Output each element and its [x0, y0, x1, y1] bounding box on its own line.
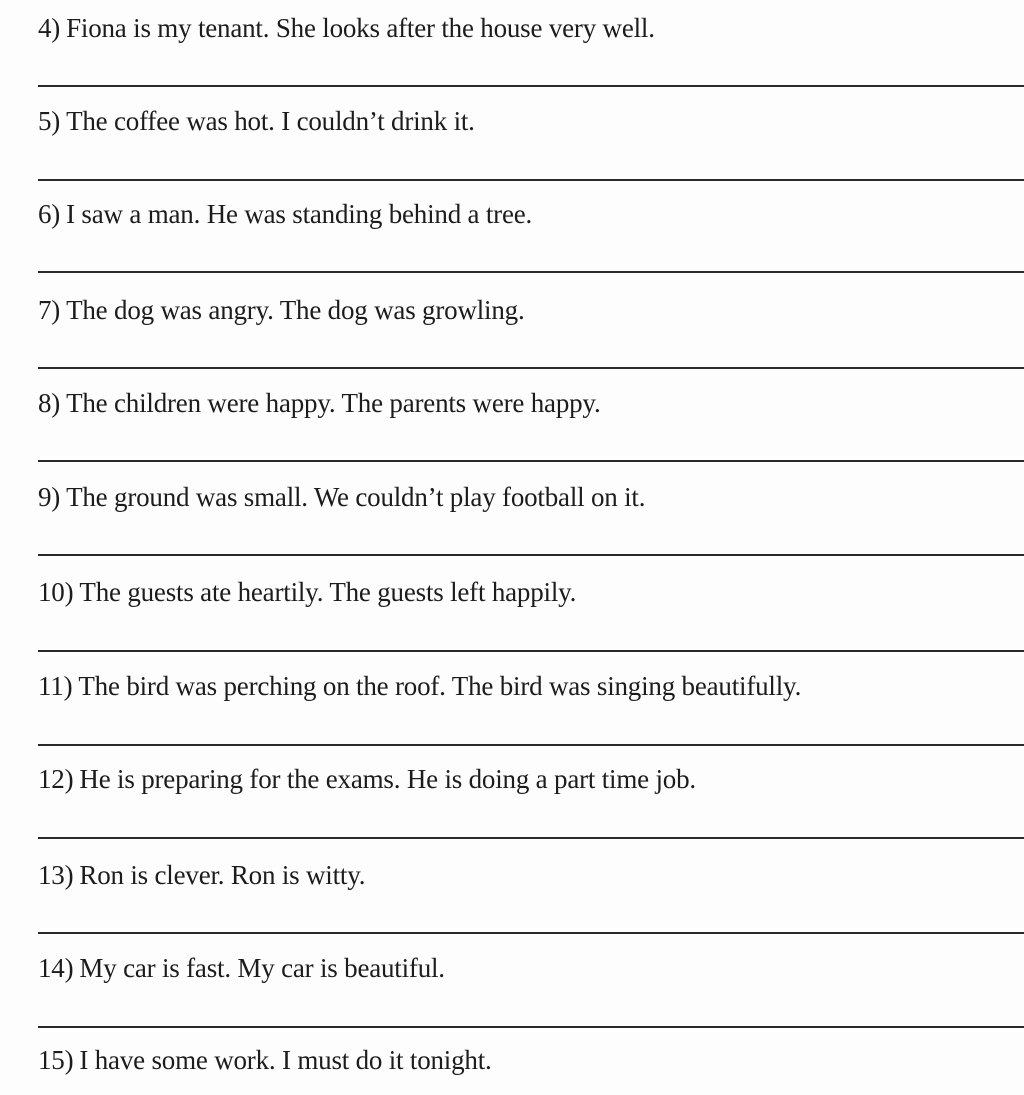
- question-sentence: The ground was small. We couldn’t play football on it.: [66, 482, 646, 512]
- question-number: 13): [38, 860, 74, 890]
- question-number: 12): [38, 764, 74, 794]
- answer-line[interactable]: [38, 650, 1024, 652]
- answer-line[interactable]: [38, 179, 1024, 181]
- question-number: 10): [38, 577, 74, 607]
- question-number: 14): [38, 953, 74, 983]
- question-item: [38, 576, 1024, 608]
- question-item: [38, 198, 1024, 230]
- question-number: 9): [38, 482, 61, 512]
- question-number: 5): [38, 106, 61, 136]
- answer-line[interactable]: [38, 932, 1024, 934]
- question-item: [38, 387, 1024, 419]
- question-sentence: He is preparing for the exams. He is doing a part time job.: [79, 764, 696, 794]
- question-sentence: I saw a man. He was standing behind a tree.: [66, 199, 533, 229]
- question-text: [38, 576, 1024, 608]
- question-item: [38, 670, 1024, 702]
- question-item: [38, 859, 1024, 891]
- question-item: [38, 12, 1024, 44]
- question-sentence: The bird was perching on the roof. The bird was singing beautifully.: [78, 671, 802, 701]
- question-sentence: Ron is clever. Ron is witty.: [79, 860, 366, 890]
- question-sentence: The children were happy. The parents were happy.: [66, 388, 601, 418]
- question-sentence: I have some work. I must do it tonight.: [79, 1045, 492, 1075]
- answer-line[interactable]: [38, 1026, 1024, 1028]
- question-text: [38, 952, 1024, 984]
- question-text: [38, 198, 1024, 230]
- answer-line[interactable]: [38, 367, 1024, 369]
- question-text: [38, 387, 1024, 419]
- question-sentence: The coffee was hot. I couldn’t drink it.: [66, 106, 475, 136]
- question-number: 6): [38, 199, 61, 229]
- question-item: [38, 763, 1024, 795]
- answer-line[interactable]: [38, 460, 1024, 462]
- question-text: [38, 294, 1024, 326]
- question-sentence: The guests ate heartily. The guests left happily.: [79, 577, 577, 607]
- question-text: [38, 859, 1024, 891]
- question-item: [38, 952, 1024, 984]
- question-sentence: My car is fast. My car is beautiful.: [79, 953, 445, 983]
- question-item: [38, 294, 1024, 326]
- question-item: [38, 1044, 1024, 1076]
- question-number: 7): [38, 295, 61, 325]
- question-item: [38, 105, 1024, 137]
- question-text: [38, 763, 1024, 795]
- answer-line[interactable]: [38, 744, 1024, 746]
- answer-line[interactable]: [38, 554, 1024, 556]
- question-text: [38, 12, 1024, 44]
- question-number: 15): [38, 1045, 74, 1075]
- answer-line[interactable]: [38, 85, 1024, 87]
- question-number: 8): [38, 388, 61, 418]
- question-item: [38, 481, 1024, 513]
- answer-line[interactable]: [38, 837, 1024, 839]
- question-text: [38, 1044, 1024, 1076]
- answer-line[interactable]: [38, 271, 1024, 273]
- question-sentence: The dog was angry. The dog was growling.: [66, 295, 525, 325]
- question-number: 4): [38, 13, 61, 43]
- question-text: [38, 105, 1024, 137]
- question-number: 11): [38, 671, 73, 701]
- question-sentence: Fiona is my tenant. She looks after the house very well.: [66, 13, 655, 43]
- question-text: [38, 670, 1024, 702]
- question-text: [38, 481, 1024, 513]
